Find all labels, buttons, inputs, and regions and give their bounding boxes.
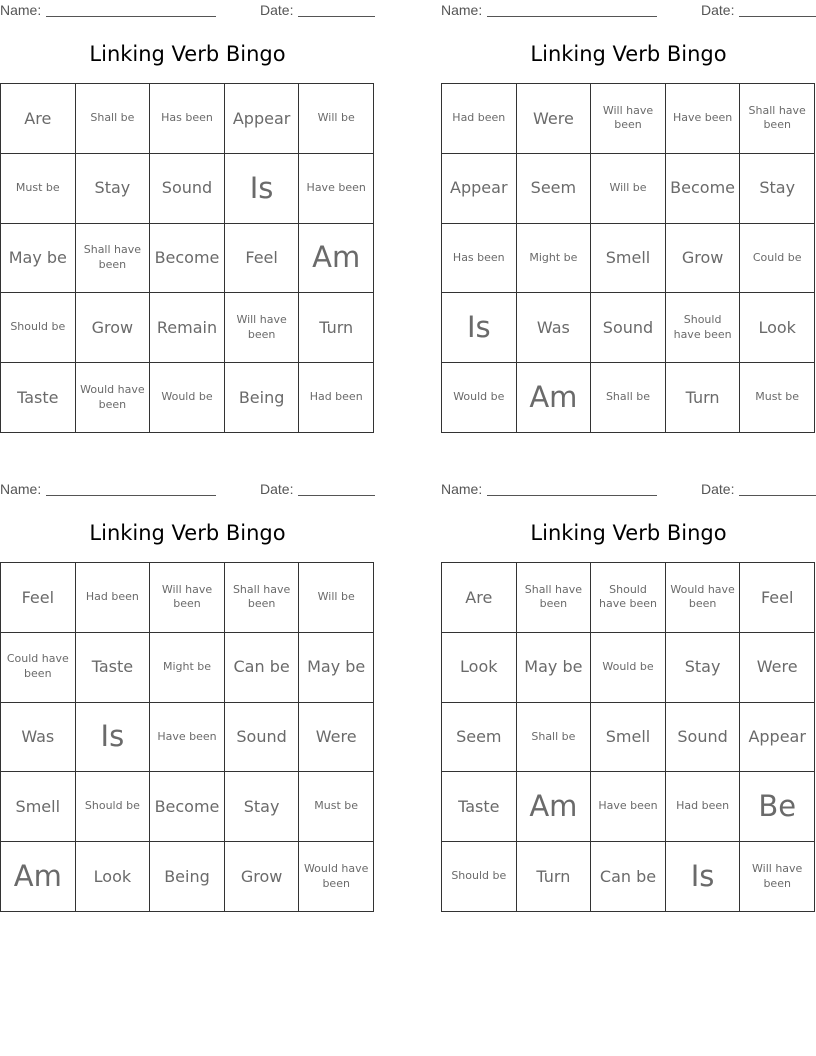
bingo-cell: Shall be	[76, 84, 151, 154]
bingo-cell: Can be	[225, 633, 300, 703]
bingo-cell: Stay	[740, 154, 815, 224]
bingo-cell: Have been	[150, 703, 225, 773]
date-label: Date:	[260, 481, 294, 497]
bingo-cell: Appear	[442, 154, 517, 224]
bingo-cell: Feel	[225, 224, 300, 294]
bingo-cell: Sound	[225, 703, 300, 773]
name-label: Name:	[441, 481, 483, 497]
bingo-cell: Might be	[517, 224, 592, 294]
bingo-cell: Was	[517, 293, 592, 363]
bingo-card-4	[441, 479, 816, 911]
bingo-cell: Being	[225, 363, 300, 433]
bingo-cell: Smell	[591, 703, 666, 773]
bingo-cell: Become	[666, 154, 741, 224]
name-date-header	[0, 481, 375, 499]
bingo-cell: Will have been	[591, 84, 666, 154]
bingo-cell: Will be	[591, 154, 666, 224]
bingo-cell: Taste	[1, 363, 76, 433]
bingo-cell: Stay	[76, 154, 151, 224]
bingo-cell: Seem	[517, 154, 592, 224]
bingo-cell: Appear	[225, 84, 300, 154]
bingo-cell: Shall have been	[225, 563, 300, 633]
bingo-cell: Were	[517, 84, 592, 154]
bingo-card-3	[0, 479, 375, 911]
name-date-header	[0, 2, 375, 20]
bingo-cell: Grow	[76, 293, 151, 363]
bingo-cell: Shall have been	[517, 563, 592, 633]
bingo-cell: Will be	[299, 563, 374, 633]
name-blank-line	[46, 16, 216, 17]
name-label: Name:	[0, 2, 42, 18]
bingo-cell: Become	[150, 772, 225, 842]
bingo-cell: Is	[225, 154, 300, 224]
bingo-cell: Am	[517, 363, 592, 433]
bingo-cell: Would be	[442, 363, 517, 433]
bingo-cell: Are	[442, 563, 517, 633]
bingo-cell: Had been	[442, 84, 517, 154]
bingo-cell: Will have been	[150, 563, 225, 633]
bingo-grid	[0, 562, 374, 912]
bingo-cell: Appear	[740, 703, 815, 773]
bingo-cell: Would be	[150, 363, 225, 433]
bingo-cell: Is	[666, 842, 741, 912]
bingo-cell: May be	[1, 224, 76, 294]
date-blank-line	[298, 16, 375, 17]
bingo-cell: Stay	[666, 633, 741, 703]
bingo-cell: Would be	[591, 633, 666, 703]
bingo-cell: Seem	[442, 703, 517, 773]
bingo-cell: Were	[740, 633, 815, 703]
bingo-cell: Could be	[740, 224, 815, 294]
bingo-cell: Become	[150, 224, 225, 294]
bingo-cell: Taste	[442, 772, 517, 842]
bingo-cell: Shall be	[517, 703, 592, 773]
bingo-cell: Turn	[517, 842, 592, 912]
bingo-cell: Should be	[1, 293, 76, 363]
name-blank-line	[487, 495, 657, 496]
bingo-cell: Had been	[299, 363, 374, 433]
bingo-cell: Be	[740, 772, 815, 842]
bingo-cell: Sound	[150, 154, 225, 224]
bingo-cell: Would have been	[76, 363, 151, 433]
bingo-cell: Should have been	[591, 563, 666, 633]
bingo-cell: Turn	[299, 293, 374, 363]
bingo-cell: Might be	[150, 633, 225, 703]
bingo-grid	[0, 83, 374, 433]
bingo-card-2	[441, 0, 816, 432]
bingo-cell: Must be	[740, 363, 815, 433]
name-label: Name:	[0, 481, 42, 497]
bingo-cell: Will have been	[740, 842, 815, 912]
bingo-cell: Must be	[299, 772, 374, 842]
bingo-grid	[441, 562, 815, 912]
bingo-card-1	[0, 0, 375, 432]
bingo-cell: Remain	[150, 293, 225, 363]
bingo-cell: Will have been	[225, 293, 300, 363]
bingo-cell: Would have been	[666, 563, 741, 633]
name-date-header	[441, 2, 816, 20]
bingo-cell: Grow	[666, 224, 741, 294]
bingo-cell: Shall have been	[76, 224, 151, 294]
bingo-cell: Am	[299, 224, 374, 294]
bingo-cell: Stay	[225, 772, 300, 842]
bingo-cell: Can be	[591, 842, 666, 912]
bingo-cell: Taste	[76, 633, 151, 703]
bingo-cell: Look	[442, 633, 517, 703]
name-date-header	[441, 481, 816, 499]
bingo-cell: Should be	[442, 842, 517, 912]
bingo-cell: Should have been	[666, 293, 741, 363]
bingo-cell: Had been	[76, 563, 151, 633]
bingo-cell: Sound	[666, 703, 741, 773]
bingo-cell: Have been	[666, 84, 741, 154]
bingo-cell: May be	[299, 633, 374, 703]
date-blank-line	[298, 495, 375, 496]
bingo-cell: Has been	[442, 224, 517, 294]
date-label: Date:	[701, 481, 735, 497]
bingo-cell: Sound	[591, 293, 666, 363]
bingo-cell: Am	[1, 842, 76, 912]
bingo-cell: Feel	[1, 563, 76, 633]
date-blank-line	[739, 495, 816, 496]
bingo-cell: Is	[442, 293, 517, 363]
bingo-cell: Look	[76, 842, 151, 912]
date-label: Date:	[260, 2, 294, 18]
name-label: Name:	[441, 2, 483, 18]
card-title: Linking Verb Bingo	[530, 42, 727, 66]
bingo-cell: Must be	[1, 154, 76, 224]
date-blank-line	[739, 16, 816, 17]
bingo-cell: Shall have been	[740, 84, 815, 154]
bingo-cell: Will be	[299, 84, 374, 154]
bingo-cell: Grow	[225, 842, 300, 912]
bingo-grid	[441, 83, 815, 433]
bingo-cell: Is	[76, 703, 151, 773]
card-title: Linking Verb Bingo	[89, 42, 286, 66]
bingo-cell: Smell	[591, 224, 666, 294]
bingo-cell: Are	[1, 84, 76, 154]
bingo-cell: Would have been	[299, 842, 374, 912]
bingo-cell: Turn	[666, 363, 741, 433]
bingo-cell: Has been	[150, 84, 225, 154]
bingo-cell: May be	[517, 633, 592, 703]
card-title: Linking Verb Bingo	[89, 521, 286, 545]
bingo-cell: Am	[517, 772, 592, 842]
card-title: Linking Verb Bingo	[530, 521, 727, 545]
date-label: Date:	[701, 2, 735, 18]
bingo-cell: Look	[740, 293, 815, 363]
bingo-cell: Feel	[740, 563, 815, 633]
bingo-cell: Had been	[666, 772, 741, 842]
bingo-cell: Were	[299, 703, 374, 773]
bingo-cell: Being	[150, 842, 225, 912]
bingo-cell: Smell	[1, 772, 76, 842]
bingo-cell: Could have been	[1, 633, 76, 703]
bingo-cell: Shall be	[591, 363, 666, 433]
bingo-cell: Have been	[299, 154, 374, 224]
bingo-cell: Was	[1, 703, 76, 773]
name-blank-line	[487, 16, 657, 17]
bingo-cell: Have been	[591, 772, 666, 842]
bingo-cell: Should be	[76, 772, 151, 842]
name-blank-line	[46, 495, 216, 496]
